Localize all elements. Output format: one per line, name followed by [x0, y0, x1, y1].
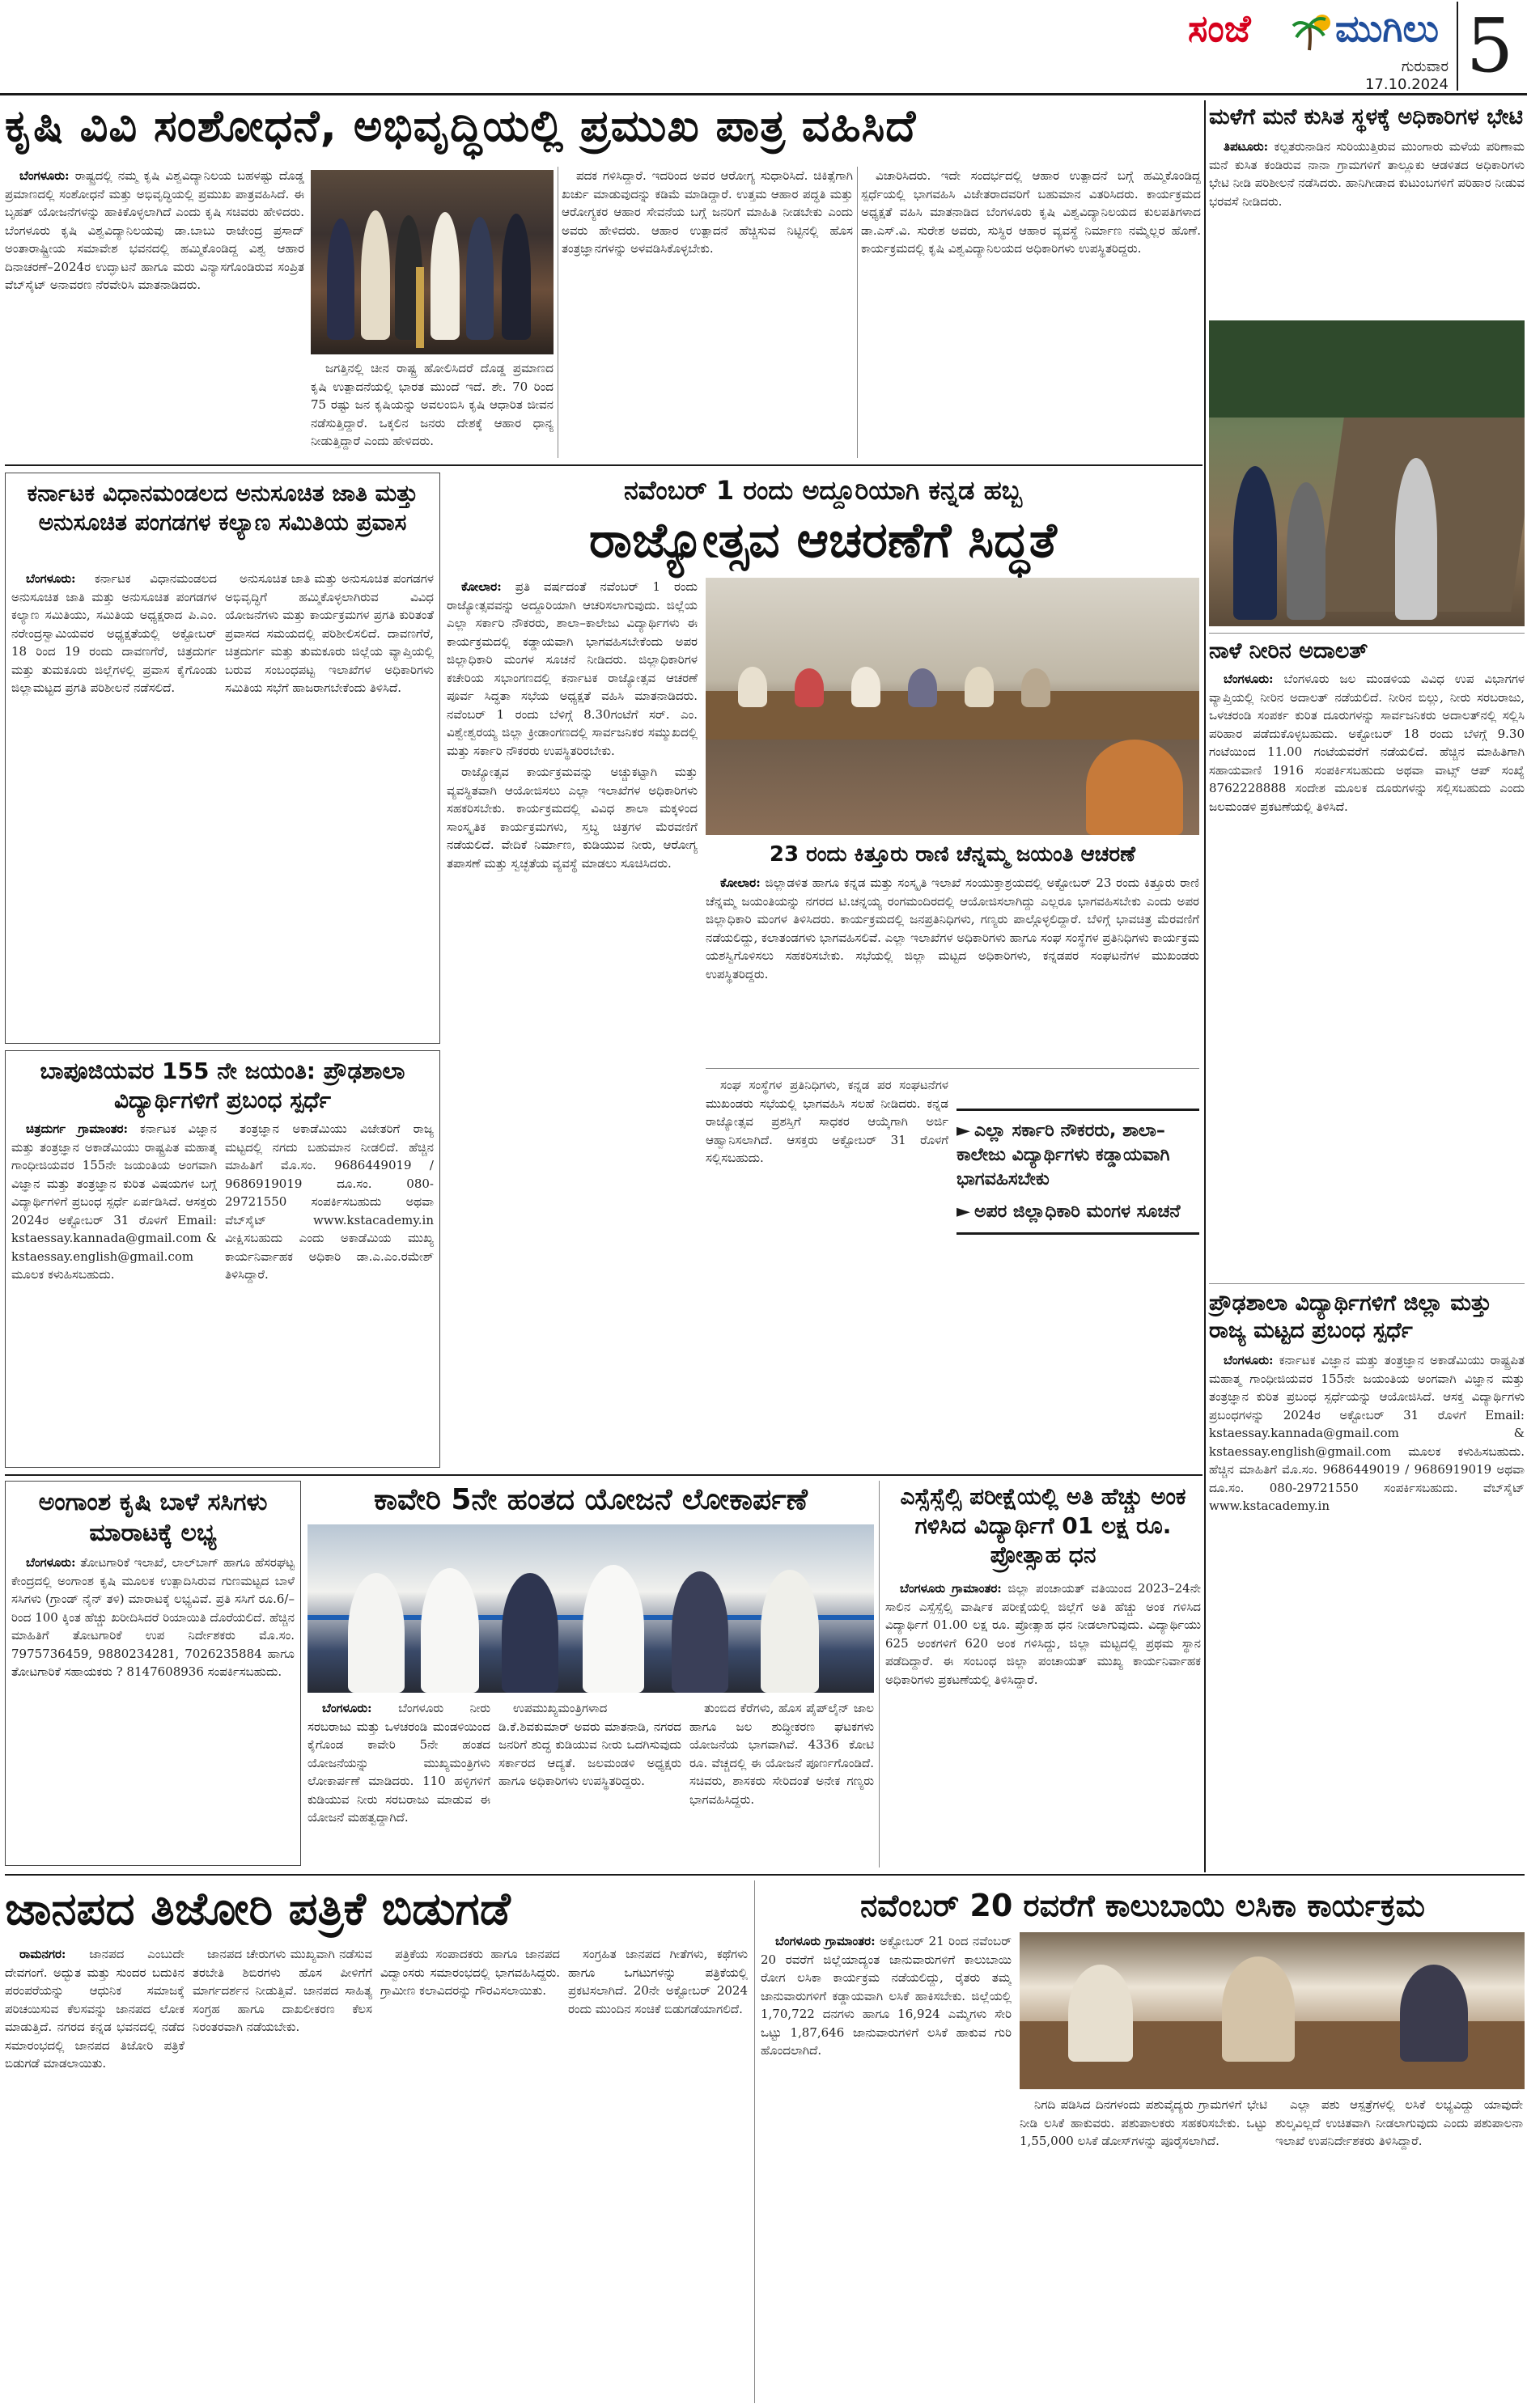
sc-st-col-2 [225, 570, 434, 1037]
sslc-dateline: ಬೆಂಗಳೂರು ಗ್ರಾಮಾಂತರ: [900, 1581, 1002, 1596]
sidebar-story1-dateline: ತಿಪಟೂರು: [1224, 139, 1269, 154]
vaccine-col-1-text: ಅಕ್ಟೋಬರ್ 21 ರಿಂದ ನವೆಂಬರ್ 20 ರವರೆಗೆ ಜಿಲ್ಲೆಯಾದ್ಯಂತ ಜಾನುವಾರುಗಳಿಗೆ ಕಾಲುಬಾಯಿ ರೋಗ ಲಸಿಕಾ ಕಾರ್ಯಕ್ರಮ ನಡೆಯಲಿದ್ದು, ರೈತರು ತಮ್ಮ ಜಾನುವಾರುಗಳಿಗೆ ಕಡ್ಡಾಯವಾಗಿ ಲಸಿಕೆ ಹಾಕಿಸಬೇಕು. ಜಿಲ್ಲೆಯಲ್ಲಿ 1,70,722 ದನಗಳು ಹಾಗೂ 16,924 ಎಮ್ಮೆಗಳು ಸೇರಿ ಒಟ್ಟು 1,87,646 ಜಾನುವಾರುಗಳಿಗೆ ಲಸಿಕೆ ಹಾಕುವ ಗುರಿ ಹೊಂದಲಾಗಿದೆ. [761, 1934, 1012, 2058]
kaveri-inauguration-photo [308, 1524, 874, 1693]
sidebar-story2-headline: ನಾಳೆ ನೀರಿನ ಅದಾಲತ್ [1209, 638, 1368, 663]
bapuji-col-2-text: ತಂತ್ರಜ್ಞಾನ ಅಕಾಡೆಮಿಯು ವಿಜೇತರಿಗೆ ರಾಜ್ಯ ಮಟ್ಟದಲ್ಲಿ ನಗದು ಬಹುಮಾನ ನೀಡಲಿದೆ. ಹೆಚ್ಚಿನ ಮಾಹಿತಿಗೆ ಮೊ.ಸಂ. 9686449019 / 9686919019 ದೂ.ಸಂ. 080-29721550 ಸಂಪರ್ಕಿಸಬಹುದು ಅಥವಾ ವೆಬ್‌ಸೈಟ್ www.kstacademy.in ವೀಕ್ಷಿಸಬಹುದು ಎಂದು ಅಕಾಡೆಮಿಯ ಮುಖ್ಯ ಕಾರ್ಯನಿರ್ವಾಹಕ ಅಧಿಕಾರಿ ಡಾ.ಎ.ಎಂ.ರಮೇಶ್ ತಿಳಿಸಿದ್ದಾರೆ. [225, 1121, 434, 1282]
sslc-body [885, 1579, 1201, 1867]
lead-col-2-text: ಜಗತ್ತಿನಲ್ಲಿ ಚೀನ ರಾಷ್ಟ್ರ ಹೋಲಿಸಿದರೆ ದೊಡ್ಡ ಪ್ರಮಾಣದ ಕೃಷಿ ಉತ್ಪಾದನೆಯಲ್ಲಿ ಭಾರತ ಮುಂದೆ ಇದೆ. ಶೇ. 70 ರಿಂದ 75 ರಷ್ಟು ಜನ ಕೃಷಿಯನ್ನು ಅವಲಂಬಿಸಿ ಕೃಷಿ ಆಧಾರಿತ ಜೀವನ ನಡೆಸುತ್ತಿದ್ದಾರೆ. ಒಕ್ಕಲಿನ ಜನರು ದೇಶಕ್ಕೆ ಆಹಾರ ಧಾನ್ಯ ನೀಡುತ್ತಿದ್ದಾರೆ ಎಂದು ಹೇಳಿದರು. [311, 361, 554, 448]
sidebar-story-house-collapse [1209, 104, 1527, 316]
kaveri-col-2-text: ಉಪಮುಖ್ಯಮಂತ್ರಿಗಳಾದ ಡಿ.ಕೆ.ಶಿವಕುಮಾರ್ ಅವರು ಮಾತನಾಡಿ, ನಗರದ ಜನರಿಗೆ ಶುದ್ಧ ಕುಡಿಯುವ ನೀರು ಒದಗಿಸುವುದು ಸರ್ಕಾರದ ಆದ್ಯತೆ. ಜಲಮಂಡಳಿ ಅಧ್ಯಕ್ಷರು ಹಾಗೂ ಅಧಿಕಾರಿಗಳು ಉಪಸ್ಥಿತರಿದ್ದರು. [498, 1701, 681, 1788]
kittur-headline: 23 ರಂದು ಕಿತ್ತೂರು ರಾಣಿ ಚೆನ್ನಮ್ಮ ಜಯಂತಿ ಆಚರಣೆ [769, 842, 1136, 867]
rajyotsava-callout-1: ಎಲ್ಲಾ ಸರ್ಕಾರಿ ನೌಕರರು, ಶಾಲಾ–ಕಾಲೇಜು ವಿದ್ಯಾರ್ಥಿಗಳು ಕಡ್ಡಾಯವಾಗಿ ಭಾಗವಹಿಸಬೇಕು [956, 1121, 1170, 1189]
sc-st-headline: ಕರ್ನಾಟಕ ವಿಧಾನಮಂಡಲದ ಅನುಸೂಚಿತ ಜಾತಿ ಮತ್ತು ಅನುಸೂಚಿತ ಪಂಗಡಗಳ ಕಲ್ಯಾಣ ಸಮಿತಿಯ ಪ್ರವಾಸ [27, 480, 418, 536]
rajyotsava-col-3-text: ಸಂಘ ಸಂಸ್ಥೆಗಳ ಪ್ರತಿನಿಧಿಗಳು, ಕನ್ನಡ ಪರ ಸಂಘಟನೆಗಳ ಮುಖಂಡರು ಸಭೆಯಲ್ಲಿ ಭಾಗವಹಿಸಿ ಸಲಹೆ ನೀಡಿದರು. ಕನ್ನಡ ರಾಜ್ಯೋತ್ಸವ ಪ್ರಶಸ್ತಿಗೆ ಸಾಧಕರ ಆಯ್ಕೆಗಾಗಿ ಅರ್ಜಿ ಆಹ್ವಾನಿಸಲಾಗಿದೆ. ಆಸಕ್ತರು ಅಕ್ಟೋಬರ್ 31 ರೊಳಗೆ ಸಲ್ಲಿಸಬಹುದು. [706, 1078, 948, 1165]
kittur-body-text: ಜಿಲ್ಲಾಡಳಿತ ಹಾಗೂ ಕನ್ನಡ ಮತ್ತು ಸಂಸ್ಕೃತಿ ಇಲಾಖೆ ಸಂಯುಕ್ತಾಶ್ರಯದಲ್ಲಿ ಅಕ್ಟೋಬರ್ 23 ರಂದು ಕಿತ್ತೂರು ರಾಣಿ ಚೆನ್ನಮ್ಮ ಜಯಂತಿಯನ್ನು ನಗರದ ಟಿ.ಚನ್ನಯ್ಯ ರಂಗಮಂದಿರದಲ್ಲಿ ಆಯೋಜಿಸಲಾಗಿದ್ದು ಎಲ್ಲರೂ ಭಾಗವಹಿಸಬೇಕು ಎಂದು ಅಪರ ಜಿಲ್ಲಾಧಿಕಾರಿ ಮಂಗಳ ತಿಳಿಸಿದರು. ಕಾರ್ಯಕ್ರಮದಲ್ಲಿ ಜನಪ್ರತಿನಿಧಿಗಳು, ಗಣ್ಯರು ಪಾಲ್ಗೊಳ್ಳಲಿದ್ದಾರೆ. ಬೆಳಿಗ್ಗೆ ಭಾವಚಿತ್ರ ಮೆರವಣಿಗೆ ನಡೆಯಲಿದ್ದು, ಕಲಾತಂಡಗಳು ಭಾಗವಹಿಸಲಿವೆ. ಎಲ್ಲಾ ಇಲಾಖೆಗಳ ಅಧಿಕಾರಿಗಳು ಹಾಗೂ ಸಂಘ ಸಂಸ್ಥೆಗಳ ಪ್ರತಿನಿಧಿಗಳು ಕಾರ್ಯಕ್ರಮ ಯಶಸ್ವಿಗೊಳಿಸಲು ಸಹಕರಿಸಬೇಕು. ಸಭೆಯಲ್ಲಿ ಜಿಲ್ಲಾ ಮಟ್ಟದ ಅಧಿಕಾರಿಗಳು, ಕನ್ನಡಪರ ಸಂಘಟನೆಗಳ ಮುಖಂಡರು ಉಪಸ್ಥಿತರಿದ್ದರು. [706, 875, 1199, 981]
lead-headline: ಕೃಷಿ ವಿವಿ ಸಂಶೋಧನೆ, ಅಭಿವೃದ್ಧಿಯಲ್ಲಿ ಪ್ರಮುಖ ಪಾತ್ರ ವಹಿಸಿದೆ [5, 100, 917, 151]
janapada-headline: ಜಾನಪದ ತಿಜೋರಿ ಪತ್ರಿಕೆ ಬಿಡುಗಡೆ [5, 1883, 511, 1935]
bapuji-col-2 [225, 1120, 434, 1460]
rajyotsava-dateline: ಕೋಲಾರ: [461, 579, 502, 594]
janapada-col-3 [380, 1945, 560, 2403]
lead-photo [311, 170, 554, 354]
newspaper-logo [1188, 6, 1463, 57]
sc-st-col-1 [11, 570, 217, 1037]
banana-body [11, 1554, 295, 1859]
janapada-col-3-text: ಪತ್ರಿಕೆಯ ಸಂಪಾದಕರು ಹಾಗೂ ಜಾನಪದ ವಿದ್ವಾಂಸರು ಸಮಾರಂಭದಲ್ಲಿ ಭಾಗವಹಿಸಿದ್ದರು. ಗ್ರಾಮೀಣ ಕಲಾವಿದರನ್ನು ಗೌರವಿಸಲಾಯಿತು. [380, 1947, 560, 1998]
issue-date: 17.10.2024 [1364, 76, 1449, 93]
lead-col-2 [311, 359, 554, 458]
lead-col-1-text: ರಾಷ್ಟ್ರದಲ್ಲಿ ನಮ್ಮ ಕೃಷಿ ವಿಶ್ವವಿದ್ಯಾನಿಲಯ ಬಹಳಷ್ಟು ದೊಡ್ಡ ಪ್ರಮಾಣದಲ್ಲಿ ಸಂಶೋಧನೆ ಮತ್ತು ಅಭಿವೃದ್ಧಿಯಲ್ಲಿ ಪ್ರಮುಖ ಪಾತ್ರವಹಿಸಿದೆ. ಈ ಬೃಹತ್ ಯೋಜನೆಗಳನ್ನು ಹಾಕಿಕೊಳ್ಳಲಾಗಿದೆ ಎಂದು ಕೃಷಿ ಸಚಿವರು ಹೇಳಿದರು. ಬೆಂಗಳೂರು ಕೃಷಿ ವಿಶ್ವವಿದ್ಯಾನಿಲಯವು ಡಾ.ಬಾಬು ರಾಜೇಂದ್ರ ಪ್ರಸಾದ್ ಅಂತಾರಾಷ್ಟ್ರೀಯ ಸಮಾವೇಶ ಭವನದಲ್ಲಿ ಹಮ್ಮಿಕೊಂಡಿದ್ದ ವಿಶ್ವ ಆಹಾರ ದಿನಾಚರಣೆ–2024ರ ಉದ್ಘಾಟನೆ ಹಾಗೂ ಮರು ವಿನ್ಯಾಸಗೊಂಡಿರುವ ಸಂಪ್ರಿತ ವೆಬ್‌ಸೈಟ್ ಅನಾವರಣ ನೆರವೇರಿಸಿ ಮಾತನಾಡಿದರು. [5, 168, 304, 292]
palm-tree-icon [1292, 11, 1332, 52]
vaccine-headline: ನವೆಂಬರ್ 20 ರವರೆಗೆ ಕಾಲುಬಾಯಿ ಲಸಿಕಾ ಕಾರ್ಯಕ್ರಮ [860, 1888, 1425, 1923]
vaccine-col-2 [1020, 2096, 1267, 2403]
kaveri-col-2 [498, 1699, 681, 1866]
lead-col-4-text: ವಿಚಾರಿಸಿದರು. ಇದೇ ಸಂದರ್ಭದಲ್ಲಿ ಆಹಾರ ಉತ್ಪಾದನೆ ಬಗ್ಗೆ ಹಮ್ಮಿಕೊಂಡಿದ್ದ ಸ್ಪರ್ಧೆಯಲ್ಲಿ ಭಾಗವಹಿಸಿ ವಿಜೇತರಾದವರಿಗೆ ಬಹುಮಾನ ವಿತರಿಸಿದರು. ಕಾರ್ಯಕ್ರಮದ ಅಧ್ಯಕ್ಷತೆ ವಹಿಸಿ ಮಾತನಾಡಿದ ಬೆಂಗಳೂರು ಕೃಷಿ ವಿಶ್ವವಿದ್ಯಾನಿಲಯದ ಕುಲಪತಿಗಳಾದ ಡಾ.ಎಸ್.ವಿ. ಸುರೇಶ ಅವರು, ಸುಸ್ಥಿರ ಆಹಾರ ವ್ಯವಸ್ಥೆ ನಿರ್ಮಾಣ ನಮ್ಮೆಲ್ಲರ ಹೊಣೆ. ಕಾರ್ಯಕ್ರಮದಲ್ಲಿ ಕೃಷಿ ವಿಶ್ವವಿದ್ಯಾನಿಲಯದ ಅಧಿಕಾರಿಗಳು ಉಪಸ್ಥಿತರಿದ್ದರು. [861, 168, 1201, 256]
sidebar-story1-body: ಕಲ್ಪತರುನಾಡಿನ ಸುರಿಯುತ್ತಿರುವ ಮುಂಗಾರು ಮಳೆಯ ಪರಿಣಾಮ ಮನೆ ಕುಸಿತ ಕಂಡಿರುವ ನಾನಾ ಗ್ರಾಮಗಳಿಗೆ ತಾಲ್ಲೂಕು ಆಡಳಿತದ ಅಧಿಕಾರಿಗಳು ಭೇಟಿ ನೀಡಿ ಪರಿಶೀಲನೆ ನಡೆಸಿದರು. ಹಾನಿಗೀಡಾದ ಕುಟುಂಬಗಳಿಗೆ ಪರಿಹಾರ ನೀಡುವ ಭರವಸೆ ನೀಡಿದರು. [1209, 139, 1525, 209]
rajyotsava-callout [956, 1109, 1199, 1235]
bapuji-headline: ಬಾಪೂಜಿಯವರ 155 ನೇ ಜಯಂತಿ: ಪ್ರೌಢಶಾಲಾ ವಿದ್ಯಾರ್ಥಿಗಳಿಗೆ ಪ್ರಬಂಧ ಸ್ಪರ್ಧೆ [40, 1058, 405, 1113]
banana-dateline: ಬೆಂಗಳೂರು: [26, 1555, 76, 1570]
lead-dateline: ಬೆಂಗಳೂರು: [19, 168, 70, 183]
sc-st-col-2-text: ಅನುಸೂಚಿತ ಜಾತಿ ಮತ್ತು ಅನುಸೂಚಿತ ಪಂಗಡಗಳ ಅಭಿವೃದ್ಧಿಗೆ ಹಮ್ಮಿಕೊಳ್ಳಲಾಗಿರುವ ವಿವಿಧ ಯೋಜನೆಗಳು ಮತ್ತು ಕಾರ್ಯಕ್ರಮಗಳ ಪ್ರಗತಿ ಕುರಿತಂತೆ ಪ್ರವಾಸದ ಸಮಯದಲ್ಲಿ ಪರಿಶೀಲಿಸಲಿದೆ. ದಾವಣಗೆರೆ, ಚಿತ್ರದುರ್ಗ ಮತ್ತು ತುಮಕೂರು ಜಿಲ್ಲೆಯ ವ್ಯಾಪ್ತಿಯಲ್ಲಿ ಬರುವ ಸಂಬಂಧಪಟ್ಟ ಇಲಾಖೆಗಳ ಅಧಿಕಾರಿಗಳು ಸಮಿತಿಯ ಸಭೆಗೆ ಹಾಜರಾಗಬೇಕೆಂದು ತಿಳಿಸಿದೆ. [225, 571, 434, 695]
callout-arrow-icon: ► [956, 1121, 970, 1141]
kaveri-col-1-text: ಬೆಂಗಳೂರು ನೀರು ಸರಬರಾಜು ಮತ್ತು ಒಳಚರಂಡಿ ಮಂಡಳಿಯಿಂದ ಕೈಗೊಂಡ ಕಾವೇರಿ 5ನೇ ಹಂತದ ಯೋಜನೆಯನ್ನು ಮುಖ್ಯಮಂತ್ರಿಗಳು ಲೋಕಾರ್ಪಣೆ ಮಾಡಿದರು. 110 ಹಳ್ಳಿಗಳಿಗೆ ಕುಡಿಯುವ ನೀರು ಸರಬರಾಜು ಮಾಡುವ ಈ ಯೋಜನೆ ಮಹತ್ವದ್ದಾಗಿದೆ. [308, 1701, 490, 1825]
page-number: 5 [1457, 2, 1521, 91]
sidebar-story2-body: ಬೆಂಗಳೂರು ಜಲ ಮಂಡಳಿಯ ವಿವಿಧ ಉಪ ವಿಭಾಗಗಳ ವ್ಯಾಪ್ತಿಯಲ್ಲಿ ನೀರಿನ ಅದಾಲತ್ ನಡೆಯಲಿದೆ. ನೀರಿನ ಬಿಲ್ಲು, ನೀರು ಸರಬರಾಜು, ಒಳಚರಂಡಿ ಸಂಪರ್ಕ ಕುರಿತ ದೂರುಗಳನ್ನು ಸಾರ್ವಜನಿಕರು ಅದಾಲತ್‌ನಲ್ಲಿ ಸಲ್ಲಿಸಿ ಪರಿಹಾರ ಪಡೆದುಕೊಳ್ಳಬಹುದು. ಅಕ್ಟೋಬರ್ 18 ರಂದು ಬೆಳಗ್ಗೆ 9.30 ಗಂಟೆಯಿಂದ 11.00 ಗಂಟೆಯವರೆಗೆ ನಡೆಯಲಿದೆ. ಹೆಚ್ಚಿನ ಮಾಹಿತಿಗಾಗಿ ಸಹಾಯವಾಣಿ 1916 ಸಂಪರ್ಕಿಸಬಹುದು ಅಥವಾ ವಾಟ್ಸ್ ಆಪ್ ಸಂಖ್ಯೆ 8762228888 ಸಂದೇಶ ಮೂಲಕ ದೂರುಗಳನ್ನು ಸಲ್ಲಿಸಬಹುದು ಎಂದು ಜಲಮಂಡಳಿ ಪ್ರಕಟಣೆಯಲ್ಲಿ ತಿಳಿಸಿದೆ. [1209, 672, 1525, 814]
sidebar-story2-dateline: ಬೆಂಗಳೂರು: [1224, 672, 1274, 686]
rajyotsava-col-1-text: ಪ್ರತಿ ವರ್ಷದಂತೆ ನವೆಂಬರ್ 1 ರಂದು ರಾಜ್ಯೋತ್ಸವವನ್ನು ಅದ್ದೂರಿಯಾಗಿ ಆಚರಿಸಲಾಗುವುದು. ಜಿಲ್ಲೆಯ ಎಲ್ಲಾ ಸರ್ಕಾರಿ ನೌಕರರು, ಶಾಲಾ–ಕಾಲೇಜು ವಿದ್ಯಾರ್ಥಿಗಳು ಈ ಕಾರ್ಯಕ್ರಮದಲ್ಲಿ ಕಡ್ಡಾಯವಾಗಿ ಭಾಗವಹಿಸಬೇಕೆಂದು ಅಪರ ಜಿಲ್ಲಾಧಿಕಾರಿ ಮಂಗಳ ಸೂಚನೆ ನೀಡಿದರು. ಜಿಲ್ಲಾಧಿಕಾರಿಗಳ ಕಚೇರಿಯ ಸಭಾಂಗಣದಲ್ಲಿ ಕರ್ನಾಟಕ ರಾಜ್ಯೋತ್ಸವ ಆಚರಣೆ ಪೂರ್ವ ಸಿದ್ಧತಾ ಸಭೆಯ ಅಧ್ಯಕ್ಷತೆ ವಹಿಸಿ ಮಾತನಾಡಿದರು. ನವೆಂಬರ್ 1 ರಂದು ಬೆಳಿಗ್ಗೆ 8.30ಗಂಟೆಗೆ ಸರ್. ಎಂ. ವಿಶ್ವೇಶ್ವರಯ್ಯ ಜಿಲ್ಲಾ ಕ್ರೀಡಾಂಗಣದಲ್ಲಿ ಸಾರ್ವಜನಿಕರ ಸಮ್ಮುಖದಲ್ಲಿ ಮತ್ತು ಸರ್ಕಾರಿ ನೌಕರರು ಉಪಸ್ಥಿತರಿರಬೇಕು. [447, 579, 698, 758]
sidebar-story3-headline: ಪ್ರೌಢಶಾಲಾ ವಿದ್ಯಾರ್ಥಿಗಳಿಗೆ ಜಿಲ್ಲಾ ಮತ್ತು ರಾಜ್ಯ ಮಟ್ಟದ ಪ್ರಬಂಧ ಸ್ಪರ್ಧೆ [1209, 1291, 1492, 1343]
sslc-body-text: ಜಿಲ್ಲಾ ಪಂಚಾಯತ್ ವತಿಯಿಂದ 2023–24ನೇ ಸಾಲಿನ ಎಸ್ಸೆಸ್ಸೆಲ್ಸಿ ವಾರ್ಷಿಕ ಪರೀಕ್ಷೆಯಲ್ಲಿ ಜಿಲ್ಲೆಗೆ ಅತಿ ಹೆಚ್ಚು ಅಂಕ ಗಳಿಸಿದ ವಿದ್ಯಾರ್ಥಿಗೆ 01.00 ಲಕ್ಷ ರೂ. ಪ್ರೋತ್ಸಾಹ ಧನ ನೀಡಲಾಗುವುದು. ವಿದ್ಯಾರ್ಥಿಯು 625 ಅಂಕಗಳಿಗೆ 620 ಅಂಕ ಗಳಿಸಿದ್ದು, ಜಿಲ್ಲಾ ಮಟ್ಟದಲ್ಲಿ ಪ್ರಥಮ ಸ್ಥಾನ ಪಡೆದಿದ್ದಾರೆ. ಈ ಸಂಬಂಧ ಜಿಲ್ಲಾ ಪಂಚಾಯತ್ ಮುಖ್ಯ ಕಾರ್ಯನಿರ್ವಾಹಕ ಅಧಿಕಾರಿಗಳು ಪ್ರಕಟಣೆಯಲ್ಲಿ ತಿಳಿಸಿದ್ದಾರೆ. [885, 1581, 1201, 1687]
lead-col-3 [562, 167, 853, 458]
rajyotsava-kicker: ನವೆಂಬರ್ 1 ರಂದು ಅದ್ದೂರಿಯಾಗಿ ಕನ್ನಡ ಹಬ್ಬ [623, 475, 1023, 506]
sc-st-col-1-text: ಕರ್ನಾಟಕ ವಿಧಾನಮಂಡಲದ ಅನುಸೂಚಿತ ಜಾತಿ ಮತ್ತು ಅನುಸೂಚಿತ ಪಂಗಡಗಳ ಕಲ್ಯಾಣ ಸಮಿತಿಯು, ಸಮಿತಿಯ ಅಧ್ಯಕ್ಷರಾದ ಪಿ.ಎಂ. ನರೇಂದ್ರಸ್ವಾಮಿಯವರ ಅಧ್ಯಕ್ಷತೆಯಲ್ಲಿ ಅಕ್ಟೋಬರ್ 18 ರಿಂದ 19 ರಂದು ದಾವಣಗೆರೆ, ಚಿತ್ರದುರ್ಗ ಮತ್ತು ತುಮಕೂರು ಜಿಲ್ಲೆಗಳಲ್ಲಿ ಪ್ರವಾಸ ಕೈಗೊಂಡು ಜಿಲ್ಲಾಮಟ್ಟದ ಪ್ರಗತಿ ಪರಿಶೀಲನೆ ನಡೆಸಲಿದೆ. [11, 571, 217, 695]
issue-weekday: ಗುರುವಾರ [1401, 58, 1449, 75]
vaccine-col-1 [761, 1932, 1012, 2403]
rajyotsava-col-3 [706, 1076, 948, 1468]
vaccine-meeting-photo [1020, 1932, 1525, 2089]
sidebar-story1-headline: ಮಳೆಗೆ ಮನೆ ಕುಸಿತ ಸ್ಥಳಕ್ಕೆ ಅಧಿಕಾರಿಗಳ ಭೇಟಿ [1209, 104, 1524, 129]
kaveri-col-1 [308, 1699, 490, 1866]
kaveri-headline: ಕಾವೇರಿ 5ನೇ ಹಂತದ ಯೋಜನೆ ಲೋಕಾರ್ಪಣೆ [374, 1483, 808, 1516]
kaveri-col-3 [689, 1699, 874, 1866]
rajyotsava-col-2-text: ರಾಜ್ಯೋತ್ಸವ ಕಾರ್ಯಕ್ರಮವನ್ನು ಅಚ್ಚುಕಟ್ಟಾಗಿ ಮತ್ತು ವ್ಯವಸ್ಥಿತವಾಗಿ ಆಯೋಜಿಸಲು ಎಲ್ಲಾ ಇಲಾಖೆಗಳ ಅಧಿಕಾರಿಗಳು ಸಹಕರಿಸಬೇಕು. ಕಾರ್ಯಕ್ರಮದಲ್ಲಿ ವಿವಿಧ ಶಾಲಾ ಮಕ್ಕಳಿಂದ ಸಾಂಸ್ಕೃತಿಕ ಕಾರ್ಯಕ್ರಮಗಳು, ಸ್ತಬ್ಧ ಚಿತ್ರಗಳ ಮೆರವಣಿಗೆ ನಡೆಯಲಿದೆ. ವೇದಿಕೆ ನಿರ್ಮಾಣ, ಕುಡಿಯುವ ನೀರು, ಆರೋಗ್ಯ ತಪಾಸಣೆ ಮತ್ತು ಸ್ವಚ್ಛತೆಯ ವ್ಯವಸ್ಥೆ ಮಾಡಲು ಸೂಚಿಸಿದರು. [447, 765, 698, 871]
banana-headline: ಅಂಗಾಂಶ ಕೃಷಿ ಬಾಳೆ ಸಸಿಗಳು ಮಾರಾಟಕ್ಕೆ ಲಭ್ಯ [38, 1488, 268, 1547]
janapada-dateline: ರಾಮನಗರ: [19, 1947, 66, 1961]
rajyotsava-headline: ರಾಜ್ಯೋತ್ಸವ ಆಚರಣೆಗೆ ಸಿದ್ಧತೆ [589, 512, 1057, 569]
kittur-dateline: ಕೋಲಾರ: [720, 875, 761, 890]
masthead [0, 0, 1527, 95]
house-collapse-photo [1209, 320, 1525, 626]
divider [5, 464, 1203, 466]
lead-col-1 [5, 167, 304, 458]
rajyotsava-meeting-photo [706, 578, 1199, 835]
issue-dateline [1262, 58, 1449, 94]
callout-arrow-icon: ► [956, 1202, 970, 1222]
lead-col-4 [861, 167, 1201, 458]
sidebar-story-essay [1209, 1290, 1527, 1872]
vaccine-dateline: ಬೆಂಗಳೂರು ಗ್ರಾಮಾಂತರ: [775, 1934, 876, 1948]
janapada-col-4-text: ಸಂಗ್ರಹಿತ ಜಾನಪದ ಗೀತೆಗಳು, ಕಥೆಗಳು ಹಾಗೂ ಒಗಟುಗಳನ್ನು ಪತ್ರಿಕೆಯಲ್ಲಿ ಪ್ರಕಟಿಸಲಾಗಿದೆ. 20ನೇ ಅಕ್ಟೋಬರ್ 2024 ರಂದು ಮುಂದಿನ ಸಂಚಿಕೆ ಬಿಡುಗಡೆಯಾಗಲಿದೆ. [568, 1947, 748, 2016]
janapada-col-2 [193, 1945, 372, 2403]
vaccine-col-3-text: ಎಲ್ಲಾ ಪಶು ಆಸ್ಪತ್ರೆಗಳಲ್ಲಿ ಲಸಿಕೆ ಲಭ್ಯವಿದ್ದು ಯಾವುದೇ ಶುಲ್ಕವಿಲ್ಲದೆ ಉಚಿತವಾಗಿ ನೀಡಲಾಗುವುದು ಎಂದು ಪಶುಪಾಲನಾ ಇಲಾಖೆ ಉಪನಿರ್ದೇಶಕರು ತಿಳಿಸಿದ್ದಾರೆ. [1275, 2097, 1523, 2148]
lead-col-3-text: ಪದಕ ಗಳಿಸಿದ್ದಾರೆ. ಇದರಿಂದ ಅವರ ಆರೋಗ್ಯ ಸುಧಾರಿಸಿದೆ. ಚಿಕಿತ್ಸೆಗಾಗಿ ಖರ್ಚು ಮಾಡುವುದನ್ನು ಕಡಿಮೆ ಮಾಡಿದ್ದಾರೆ. ಉತ್ತಮ ಆಹಾರ ಪದ್ಧತಿ ಮತ್ತು ಆರೋಗ್ಯಕರ ಆಹಾರ ಸೇವನೆಯ ಬಗ್ಗೆ ಜನರಿಗೆ ಮಾಹಿತಿ ನೀಡಬೇಕು ಎಂದು ಅವರು ಹೇಳಿದರು. ಆಹಾರ ಉತ್ಪಾದನೆ ಹೆಚ್ಚಿಸುವ ನಿಟ್ಟಿನಲ್ಲಿ ಹೊಸ ತಂತ್ರಜ್ಞಾನಗಳನ್ನು ಅಳವಡಿಸಿಕೊಳ್ಳಬೇಕು. [562, 168, 853, 256]
vaccine-col-3 [1275, 2096, 1523, 2403]
rajyotsava-col-1 [447, 578, 698, 1468]
janapada-col-1 [5, 1945, 185, 2403]
kittur-body [706, 874, 1199, 1062]
bapuji-col-1-text: ಕರ್ನಾಟಕ ವಿಜ್ಞಾನ ಮತ್ತು ತಂತ್ರಜ್ಞಾನ ಅಕಾಡೆಮಿಯು ರಾಷ್ಟ್ರಪಿತ ಮಹಾತ್ಮ ಗಾಂಧೀಜಿಯವರ 155ನೇ ಜಯಂತಿಯ ಅಂಗವಾಗಿ ವಿಜ್ಞಾನ ಮತ್ತು ತಂತ್ರಜ್ಞಾನ ಕುರಿತ ವಿಷಯಗಳ ಬಗ್ಗೆ ವಿದ್ಯಾರ್ಥಿಗಳಿಗೆ ಪ್ರಬಂಧ ಸ್ಪರ್ಧೆ ಏರ್ಪಡಿಸಿದೆ. ಆಸಕ್ತರು 2024ರ ಅಕ್ಟೋಬರ್ 31 ರೊಳಗೆ Email: kstaessay.kannada@gmail.com & kstaessay.english@gmail.com ಮೂಲಕ ಕಳುಹಿಸಬಹುದು. [11, 1121, 217, 1282]
logo-word-mugilu: ಮುಗಿಲು [1335, 6, 1439, 50]
rajyotsava-callout-2: ಅಪರ ಜಿಲ್ಲಾಧಿಕಾರಿ ಮಂಗಳ ಸೂಚನೆ [974, 1202, 1181, 1222]
bapuji-col-1 [11, 1120, 217, 1460]
janapada-col-1-text: ಜಾನಪದ ಎಂಬುದೇ ದೇವಗಂಗೆ. ಅದ್ಭುತ ಮತ್ತು ಸುಂದರ ಬದುಕಿನ ಪರಂಪರೆಯನ್ನು ಆಧುನಿಕ ಸಮಾಜಕ್ಕೆ ಪರಿಚಯಿಸುವ ಕೆಲಸವನ್ನು ಜಾನಪದ ಲೋಕ ಮಾಡುತ್ತಿದೆ. ನಗರದ ಕನ್ನಡ ಭವನದಲ್ಲಿ ನಡೆದ ಸಮಾರಂಭದಲ್ಲಿ ಜಾನಪದ ತಿಜೋರಿ ಪತ್ರಿಕೆ ಬಿಡುಗಡೆ ಮಾಡಲಾಯಿತು. [5, 1947, 185, 2071]
logo-word-sanje: ಸಂಜೆ [1188, 6, 1251, 50]
sc-st-dateline: ಬೆಂಗಳೂರು: [26, 571, 76, 586]
janapada-col-2-text: ಜಾನಪದ ಚೇರುಗಳು ಮುಖ್ಯವಾಗಿ ನಡೆಸುವ ತರಬೇತಿ ಶಿಬಿರಗಳು ಹೊಸ ಪೀಳಿಗೆಗೆ ಮಾರ್ಗದರ್ಶನ ನೀಡುತ್ತಿವೆ. ಜಾನಪದ ಸಾಹಿತ್ಯ ಸಂಗ್ರಹ ಹಾಗೂ ದಾಖಲೀಕರಣ ಕೆಲಸ ನಿರಂತರವಾಗಿ ನಡೆಯಬೇಕು. [193, 1947, 372, 2034]
kaveri-col-3-text: ತುಂಬಿದ ಕೆರೆಗಳು, ಹೊಸ ಪೈಪ್‌ಲೈನ್ ಜಾಲ ಹಾಗೂ ಜಲ ಶುದ್ಧೀಕರಣ ಘಟಕಗಳು ಯೋಜನೆಯ ಭಾಗವಾಗಿವೆ. 4336 ಕೋಟಿ ರೂ. ವೆಚ್ಚದಲ್ಲಿ ಈ ಯೋಜನೆ ಪೂರ್ಣಗೊಂಡಿದೆ. ಸಚಿವರು, ಶಾಸಕರು ಸೇರಿದಂತೆ ಅನೇಕ ಗಣ್ಯರು ಭಾಗವಹಿಸಿದ್ದರು. [689, 1701, 874, 1807]
banana-body-text: ತೋಟಗಾರಿಕೆ ಇಲಾಖೆ, ಲಾಲ್‌ಬಾಗ್ ಹಾಗೂ ಹೆಸರಘಟ್ಟ ಕೇಂದ್ರದಲ್ಲಿ ಅಂಗಾಂಶ ಕೃಷಿ ಮೂಲಕ ಉತ್ಪಾದಿಸಿರುವ ಗುಣಮಟ್ಟದ ಬಾಳೆ ಸಸಿಗಳು (ಗ್ರಾಂಡ್ ನೈನ್ ತಳಿ) ಮಾರಾಟಕ್ಕೆ ಲಭ್ಯವಿವೆ. ಪ್ರತಿ ಸಸಿಗೆ ರೂ.6/– ರಿಂದ 100 ಕ್ಕಿಂತ ಹೆಚ್ಚು ಖರೀದಿಸಿದರೆ ರಿಯಾಯಿತಿ ದೊರೆಯಲಿದೆ. ಹೆಚ್ಚಿನ ಮಾಹಿತಿಗೆ ತೋಟಗಾರಿಕೆ ಉಪ ನಿರ್ದೇಶಕರು ಮೊ.ಸಂ. 7975736459, 9880234281, 7026235884 ಹಾಗೂ ತೋಟಗಾರಿಕೆ ಸಹಾಯಕರು ? 8147608936 ಸಂಪರ್ಕಿಸಬಹುದು. [11, 1555, 295, 1679]
sidebar-story-water-adalat [1209, 638, 1527, 1277]
sslc-headline: ಎಸ್ಸೆಸ್ಸೆಲ್ಸಿ ಪರೀಕ್ಷೆಯಲ್ಲಿ ಅತಿ ಹೆಚ್ಚು ಅಂಕ ಗಳಿಸಿದ ವಿದ್ಯಾರ್ಥಿಗೆ 01 ಲಕ್ಷ ರೂ. ಪ್ರೋತ್ಸಾಹ ಧನ [900, 1483, 1186, 1568]
sidebar-story3-body: ಕರ್ನಾಟಕ ವಿಜ್ಞಾನ ಮತ್ತು ತಂತ್ರಜ್ಞಾನ ಅಕಾಡೆಮಿಯು ರಾಷ್ಟ್ರಪಿತ ಮಹಾತ್ಮ ಗಾಂಧೀಜಿಯವರ 155ನೇ ಜಯಂತಿಯ ಅಂಗವಾಗಿ ವಿಜ್ಞಾನ ಮತ್ತು ತಂತ್ರಜ್ಞಾನ ಕುರಿತ ಪ್ರಬಂಧ ಸ್ಪರ್ಧೆಯನ್ನು ಆಯೋಜಿಸಿದೆ. ಆಸಕ್ತ ವಿದ್ಯಾರ್ಥಿಗಳು ಪ್ರಬಂಧಗಳನ್ನು 2024ರ ಅಕ್ಟೋಬರ್ 31 ರೊಳಗೆ Email: kstaessay.kannada@gmail.com & kstaessay.english@gmail.com ಮೂಲಕ ಕಳುಹಿಸಬಹುದು. ಹೆಚ್ಚಿನ ಮಾಹಿತಿಗೆ ಮೊ.ಸಂ. 9686449019 / 9686919019 ಅಥವಾ ದೂ.ಸಂ. 080-29721550 ಸಂಪರ್ಕಿಸಬಹುದು. ವೆಬ್‌ಸೈಟ್ www.kstacademy.in [1209, 1353, 1525, 1513]
bapuji-dateline: ಚಿತ್ರದುರ್ಗ ಗ್ರಾಮಾಂತರ: [26, 1121, 129, 1136]
kaveri-dateline: ಬೆಂಗಳೂರು: [322, 1701, 372, 1715]
janapada-col-4 [568, 1945, 748, 2403]
vaccine-col-2-text: ನಿಗದಿ ಪಡಿಸಿದ ದಿನಗಳಂದು ಪಶುವೈದ್ಯರು ಗ್ರಾಮಗಳಿಗೆ ಭೇಟಿ ನೀಡಿ ಲಸಿಕೆ ಹಾಕುವರು. ಪಶುಪಾಲಕರು ಸಹಕರಿಸಬೇಕು. ಒಟ್ಟು 1,55,000 ಲಸಿಕೆ ಡೋಸ್‌ಗಳನ್ನು ಪೂರೈಸಲಾಗಿದೆ. [1020, 2097, 1267, 2148]
sidebar-story3-dateline: ಬೆಂಗಳೂರು: [1224, 1353, 1274, 1367]
